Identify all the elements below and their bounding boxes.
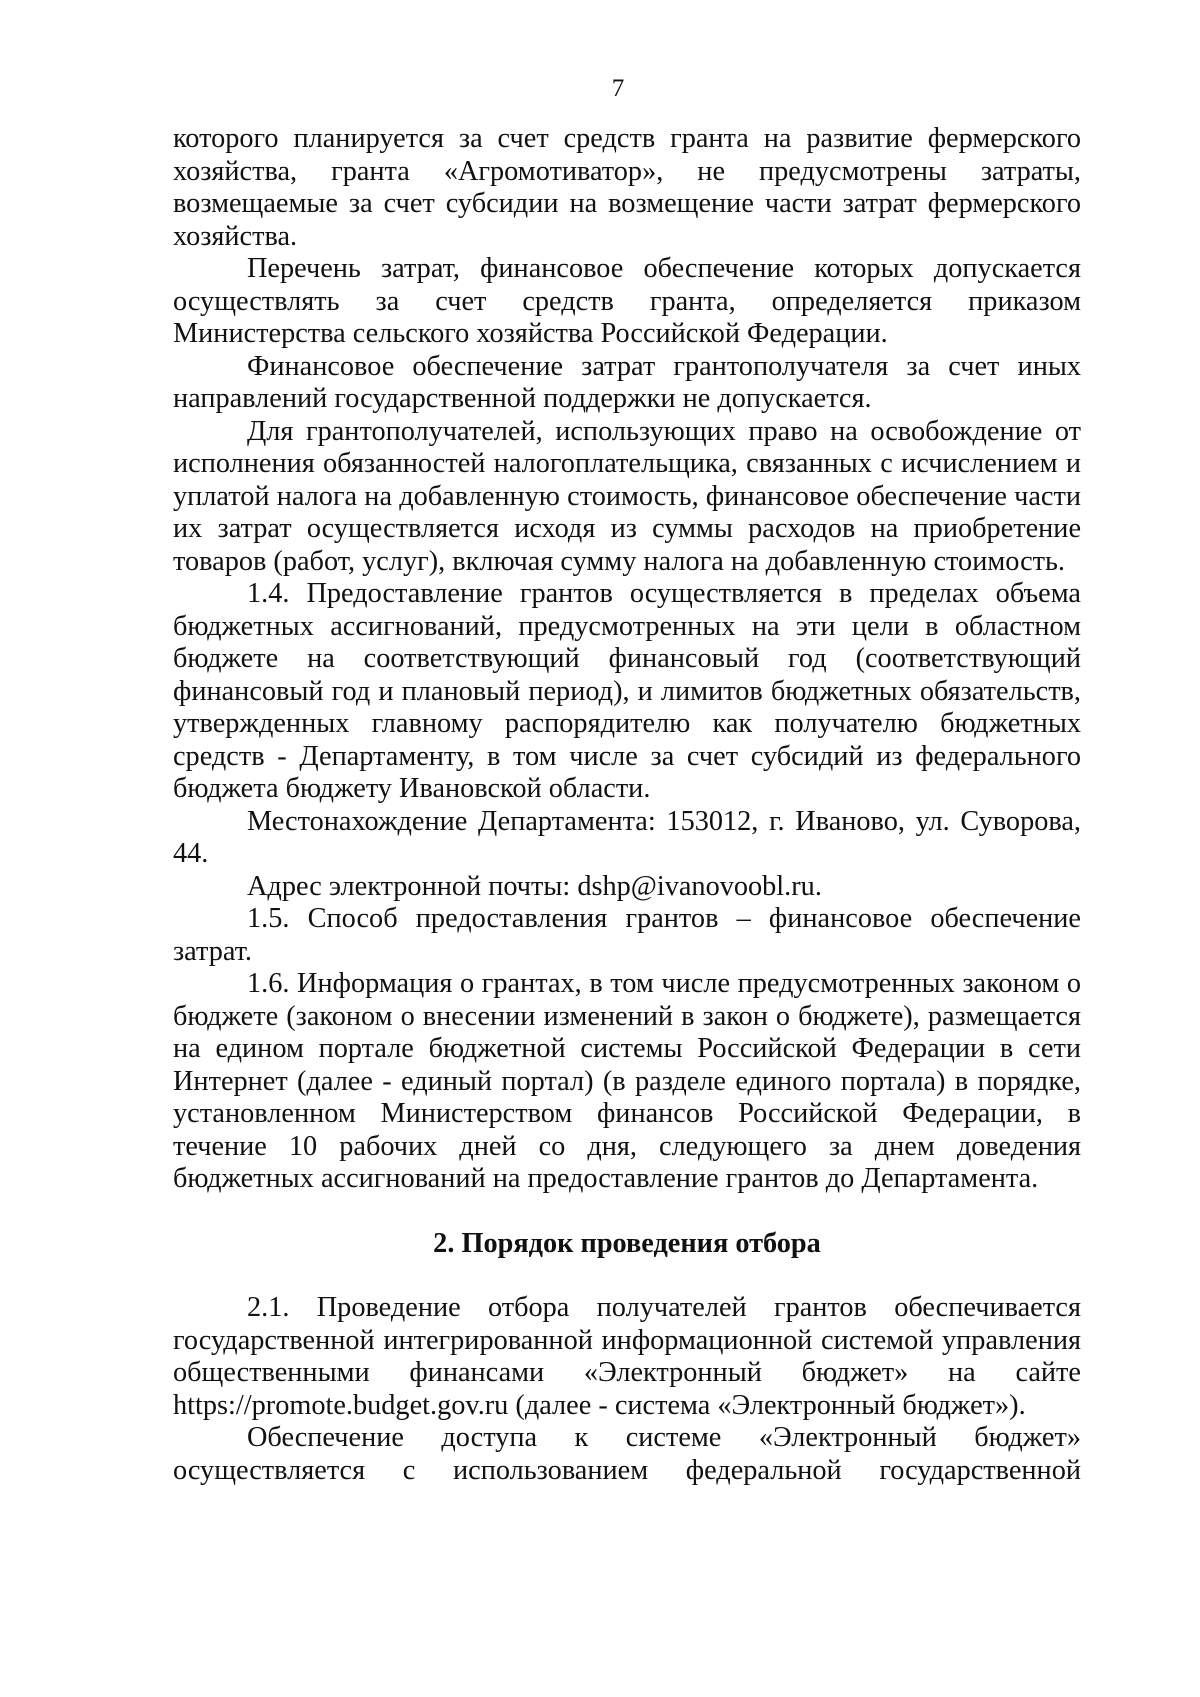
paragraph: Финансовое обеспечение затрат грантополучателя за счет иных направлений государственной поддержки не допускается.	[173, 350, 1081, 414]
page-number: 7	[611, 75, 625, 102]
paragraph: Для грантополучателей, использующих право на освобождение от исполнения обязанностей налогоплательщика, связанных с исчислением и уплатой налога на добавленную стоимость, финансовое обеспечение части их затрат осуществляется исходя из суммы расходов на приобретение товаров (работ, услуг), включая сумму налога на добавленную стоимость.	[173, 415, 1081, 577]
paragraph: Местонахождение Департамента: 153012, г. Иваново, ул. Суворова, 44.	[173, 805, 1081, 869]
document-body	[173, 123, 1081, 1487]
paragraph: 1.4. Предоставление грантов осуществляется в пределах объема бюджетных ассигнований, предусмотренных на эти цели в областном бюджете на соответствующий финансовый год (соответствующий финансовый год и плановый период), и лимитов бюджетных обязательств, утвержденных главному распорядителю как получателю бюджетных средств - Департаменту, в том числе за счет субсидий из федерального бюджета бюджету Ивановской области.	[173, 578, 1081, 804]
paragraph: Адрес электронной почты: dshp@ivanovoobl.ru.	[247, 870, 822, 902]
paragraph: 1.5. Способ предоставления грантов – финансовое обеспечение затрат.	[173, 903, 1081, 967]
paragraph: Перечень затрат, финансовое обеспечение которых допускается осуществлять за счет средств гранта, определяется приказом Министерства сельского хозяйства Российской Федерации.	[173, 253, 1081, 349]
paragraph: 1.6. Информация о грантах, в том числе предусмотренных законом о бюджете (законом о внесении изменений в закон о бюджете), размещается на едином портале бюджетной системы Российской Федерации в сети Интернет (далее - единый портал) (в разделе единого портала) в порядке, установленном Министерством финансов Российской Федерации, в течение 10 рабочих дней со дня, следующего за днем доведения бюджетных ассигнований на предоставление грантов до Департамента.	[173, 968, 1081, 1194]
paragraph: Обеспечение доступа к системе «Электронный бюджет» осуществляется с использованием федеральной государственной	[173, 1422, 1081, 1486]
section-title: 2. Порядок проведения отбора	[433, 1227, 821, 1259]
paragraph: 2.1. Проведение отбора получателей грантов обеспечивается государственной интегрированной информационной системой управления общественными финансами «Электронный бюджет» на сайте https://promote.budget.gov.ru (далее - система «Электронный бюджет»).	[173, 1292, 1081, 1421]
paragraph: которого планируется за счет средств гранта на развитие фермерского хозяйства, гранта «Агромотиватор», не предусмотрены затраты, возмещаемые за счет субсидии на возмещение части затрат фермерского хозяйства.	[173, 123, 1081, 252]
